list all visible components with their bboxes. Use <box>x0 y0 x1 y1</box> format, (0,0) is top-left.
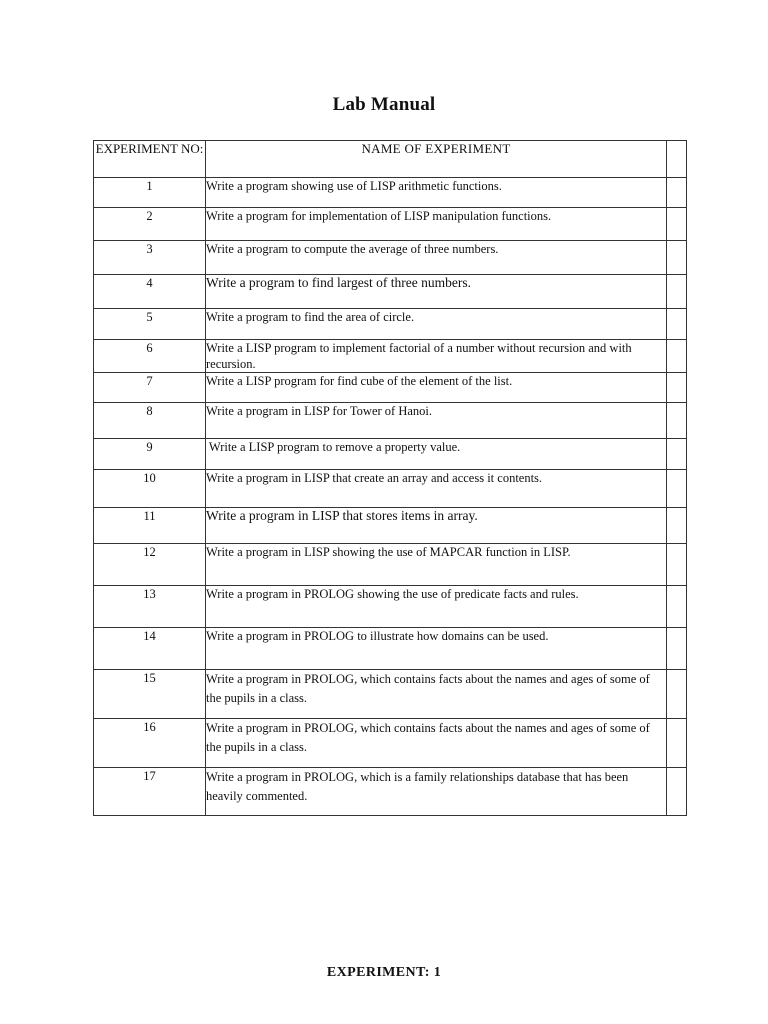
experiment-number: 17 <box>94 768 206 816</box>
blank-cell <box>667 241 687 275</box>
page-title: Lab Manual <box>332 94 436 115</box>
header-blank-cell <box>667 141 687 178</box>
experiment-number: 16 <box>94 719 206 768</box>
experiment-name: Write a program for implementation of LISP manipulation functions. <box>206 208 667 241</box>
experiment-name: Write a program in LISP showing the use of MAPCAR function in LISP. <box>206 544 667 586</box>
experiment-name: Write a program in PROLOG, which is a family relationships database that has been heavily commented. <box>206 768 667 816</box>
blank-cell <box>667 208 687 241</box>
experiment-number: 15 <box>94 670 206 719</box>
experiment-number: 12 <box>94 544 206 586</box>
blank-cell <box>667 403 687 439</box>
table-row <box>94 670 687 719</box>
table-row <box>94 309 687 340</box>
experiment-number: 1 <box>94 178 206 208</box>
experiment-name: Write a program showing use of LISP arithmetic functions. <box>206 178 667 208</box>
blank-cell <box>667 670 687 719</box>
header-name-of-experiment: NAME OF EXPERIMENT <box>206 141 667 178</box>
experiment-number: 10 <box>94 470 206 508</box>
experiment-number: 5 <box>94 309 206 340</box>
experiment-name: Write a program in LISP that create an array and access it contents. <box>206 470 667 508</box>
experiment-number: 3 <box>94 241 206 275</box>
experiment-name: Write a LISP program to remove a property value. <box>206 439 667 470</box>
table-row <box>94 628 687 670</box>
experiment-name: Write a program in PROLOG, which contains facts about the names and ages of some of the pupils in a class. <box>206 719 667 768</box>
blank-cell <box>667 586 687 628</box>
table-row <box>94 241 687 275</box>
table-row <box>94 208 687 241</box>
experiment-number: 2 <box>94 208 206 241</box>
table-row <box>94 178 687 208</box>
blank-cell <box>667 373 687 403</box>
experiment-name: Write a program in PROLOG showing the use of predicate facts and rules. <box>206 586 667 628</box>
experiment-name: Write a program in LISP for Tower of Hanoi. <box>206 403 667 439</box>
blank-cell <box>667 309 687 340</box>
experiment-name: Write a program to find the area of circle. <box>206 309 667 340</box>
blank-cell <box>667 544 687 586</box>
blank-cell <box>667 508 687 544</box>
table-row <box>94 340 687 373</box>
table-row <box>94 719 687 768</box>
experiment-name: Write a LISP program for find cube of the element of the list. <box>206 373 667 403</box>
experiment-number: 9 <box>94 439 206 470</box>
experiment-name: Write a program to compute the average of three numbers. <box>206 241 667 275</box>
blank-cell <box>667 340 687 373</box>
experiment-number: 6 <box>94 340 206 373</box>
experiment-name: Write a program in LISP that stores items in array. <box>206 508 667 544</box>
table-row <box>94 508 687 544</box>
table-row <box>94 768 687 816</box>
experiment-number: 8 <box>94 403 206 439</box>
experiment-name: Write a program in PROLOG to illustrate how domains can be used. <box>206 628 667 670</box>
table-row <box>94 470 687 508</box>
experiment-heading: EXPERIMENT: 1 <box>326 965 442 980</box>
experiment-name: Write a LISP program to implement factorial of a number without recursion and with recursion. <box>206 340 667 373</box>
table-row <box>94 586 687 628</box>
experiment-number: 4 <box>94 275 206 309</box>
experiment-table <box>93 140 687 816</box>
table-row <box>94 403 687 439</box>
blank-cell <box>667 275 687 309</box>
experiment-name: Write a program in PROLOG, which contains facts about the names and ages of some of the pupils in a class. <box>206 670 667 719</box>
experiment-name: Write a program to find largest of three numbers. <box>206 275 667 309</box>
table-row <box>94 373 687 403</box>
blank-cell <box>667 178 687 208</box>
experiment-number: 14 <box>94 628 206 670</box>
blank-cell <box>667 768 687 816</box>
blank-cell <box>667 470 687 508</box>
experiment-number: 7 <box>94 373 206 403</box>
blank-cell <box>667 719 687 768</box>
table-row <box>94 439 687 470</box>
table-header-row <box>94 141 687 178</box>
experiment-number: 11 <box>94 508 206 544</box>
table-row <box>94 544 687 586</box>
header-experiment-no: EXPERIMENT NO: <box>94 141 206 178</box>
blank-cell <box>667 439 687 470</box>
experiment-number: 13 <box>94 586 206 628</box>
table-row <box>94 275 687 309</box>
blank-cell <box>667 628 687 670</box>
